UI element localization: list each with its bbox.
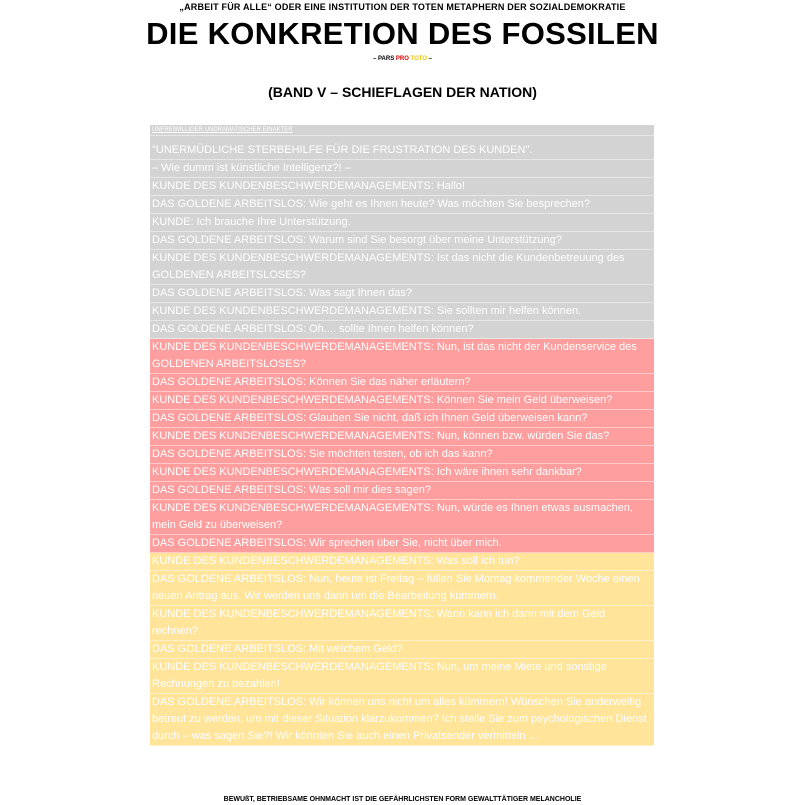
dialogue-line: DAS GOLDENE ARBEITSLOS: Was sagt Ihnen das? xyxy=(150,285,654,303)
dialogue-line: KUNDE DES KUNDENBESCHWERDEMANAGEMENTS: Nun, würde es Ihnen etwas ausmachen, mein Geld zu überweisen? xyxy=(150,500,654,535)
footer-text: BEWUßT, BETRIEBSAME OHNMACHT IST DIE GEFÄHRLICHSTEN FORM GEWALTTÄTIGER MELANCHOLIE xyxy=(223,796,582,803)
dialogue-line: DAS GOLDENE ARBEITSLOS: Sie möchten testen, ob ich das kann? xyxy=(150,446,654,464)
dialogue-line: KUNDE DES KUNDENBESCHWERDEMANAGEMENTS: Hallo! xyxy=(150,178,654,196)
dialogue-line: DAS GOLDENE ARBEITSLOS: Wir sprechen über Sie, nicht über mich. xyxy=(150,535,654,553)
dialogue-line: DAS GOLDENE ARBEITSLOS: Warum sind Sie besorgt über meine Unterstützung? xyxy=(150,232,654,250)
page-title: DIE KONKRETION DES FOSSILEN xyxy=(146,16,659,51)
subtitle-pre: – PARS xyxy=(372,56,396,62)
dialogue-line: KUNDE DES KUNDENBESCHWERDEMANAGEMENTS: Was soll ich tun? xyxy=(150,553,654,571)
dialogue-line: KUNDE: Ich brauche Ihre Unterstützung. xyxy=(150,214,654,232)
dialogue-line: "UNERMÜDLICHE STERBEHILFE FÜR DIE FRUSTRATION DES KUNDEN". xyxy=(150,136,654,160)
dialogue-line: KUNDE DES KUNDENBESCHWERDEMANAGEMENTS: Nun, können bzw. würden Sie das? xyxy=(150,428,654,446)
subtitle-pro: PRO xyxy=(395,56,409,62)
dialogue-line: DAS GOLDENE ARBEITSLOS: Können Sie das näher erläutern? xyxy=(150,374,654,392)
dialogue-line: KUNDE DES KUNDENBESCHWERDEMANAGEMENTS: Ist das nicht die Kundenbetreuung des GOLDENEN ARBEITSLOSES? xyxy=(150,250,654,285)
dialogue-line: DAS GOLDENE ARBEITSLOS: Oh.... sollte Ihnen helfen können? xyxy=(150,321,654,339)
subtitle-post: – xyxy=(427,56,433,62)
dialogue-line: DAS GOLDENE ARBEITSLOS: Nun, heute ist Freitag – füllen Sie Montag kommender Woche einen neuen Antrag aus. Wir werden uns dann um die Bearbeitung kümmern. xyxy=(150,571,654,606)
subtitle-toto: TOTO xyxy=(408,56,428,62)
dialogue-line: DAS GOLDENE ARBEITSLOS: Glauben Sie nicht, daß ich Ihnen Geld überweisen kann? xyxy=(150,410,654,428)
dialogue-line: DAS GOLDENE ARBEITSLOS: Was soll mir dies sagen? xyxy=(150,482,654,500)
series-title: „ARBEIT FÜR ALLE“ ODER EINE INSTITUTION DER TOTEN METAPHERN DER SOZIALDEMOKRATIE xyxy=(179,2,626,12)
band-title: (BAND V – SCHIEFLAGEN DER NATION) xyxy=(268,84,537,100)
dialogue-block xyxy=(150,125,654,746)
subtitle xyxy=(0,56,805,62)
dialogue-line: KUNDE DES KUNDENBESCHWERDEMANAGEMENTS: Können Sie mein Geld überweisen? xyxy=(150,392,654,410)
dialogue-line: KUNDE DES KUNDENBESCHWERDEMANAGEMENTS: Nun, um meine Miete und sonstige Rechnungen zu bezahlen! xyxy=(150,659,654,694)
dialogue-line: DAS GOLDENE ARBEITSLOS: Mit welchem Geld? xyxy=(150,641,654,659)
dialogue-line: KUNDE DES KUNDENBESCHWERDEMANAGEMENTS: Wann kann ich dann mit dem Geld rechnen? xyxy=(150,606,654,641)
dialogue-line: KUNDE DES KUNDENBESCHWERDEMANAGEMENTS: Sie sollten mir helfen können. xyxy=(150,303,654,321)
dialogue-line: DAS GOLDENE ARBEITSLOS: Wie geht es Ihnen heute? Was möchten Sie besprechen? xyxy=(150,196,654,214)
dialogue-line: – Wie dumm ist künstliche Intelligenz?! – xyxy=(150,160,654,178)
dialogue-line: UNFREIWILLIGER UNDRAMATISCHER EINAKTER xyxy=(150,125,654,136)
dialogue-line: DAS GOLDENE ARBEITSLOS: Wir können uns nicht um alles kümmern! Wünschen Sie anderweitig betreut zu werden, um mit dieser Situation klarzukommen? Ich stelle Sie zum psychologischen Dienst durch – was sagen Sie?! Wir könnten Sie auch einen Privatsender vermitteln ... xyxy=(150,694,654,746)
dialogue-line: KUNDE DES KUNDENBESCHWERDEMANAGEMENTS: Ich wäre ihnen sehr dankbar? xyxy=(150,464,654,482)
dialogue-line: KUNDE DES KUNDENBESCHWERDEMANAGEMENTS: Nun, ist das nicht der Kundenservice des GOLDENEN ARBEITSLOSES? xyxy=(150,339,654,374)
